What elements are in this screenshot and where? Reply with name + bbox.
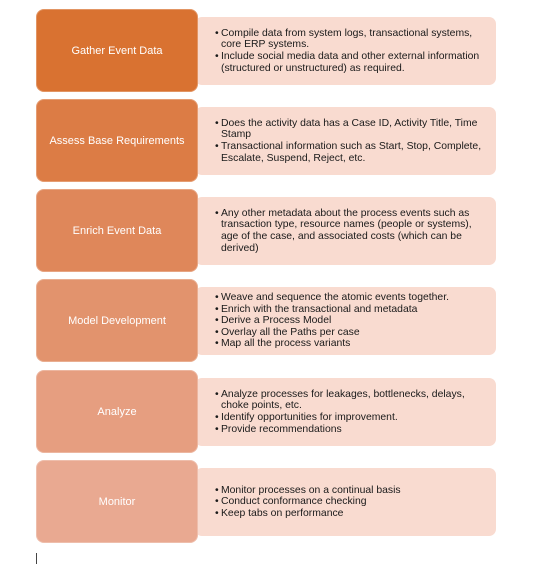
stage-bullet: • Derive a Process Model [221,315,490,327]
stage-description-enrich-event-data [195,197,496,265]
stage-bullet: • Any other metadata about the process events such as transaction type, resource names (people or systems), age of the case, and associated costs (which can be derived) [221,208,490,254]
stage-bullet: • Identify opportunities for improvement. [221,412,490,424]
stage-title: Model Development [68,314,166,327]
stage-title: Gather Event Data [71,44,163,57]
stage-title: Analyze [97,405,137,418]
stage-bullet: • Compile data from system logs, transactional systems, core ERP systems. [221,28,490,51]
stage-description-gather-event-data [195,17,496,85]
stage-bullet: • Does the activity data has a Case ID, Activity Title, Time Stamp [221,118,490,141]
stage-description-analyze [195,378,496,446]
stage-title: Enrich Event Data [72,224,162,237]
stage-bullet: • Transactional information such as Start, Stop, Complete, Escalate, Suspend, Reject, etc. [221,141,490,164]
stage-bullet: • Weave and sequence the atomic events together. [221,292,490,304]
stage-title: Assess Base Requirements [49,134,185,147]
stage-box-assess-base-requirements [36,99,198,182]
stage-box-monitor [36,460,198,543]
stage-bullet: • Conduct conformance checking [221,496,490,508]
stage-description-model-development [195,287,496,355]
stage-description-monitor [195,468,496,536]
stage-box-model-development [36,279,198,362]
text-cursor [36,553,37,564]
stage-bullet: • Analyze processes for leakages, bottlenecks, delays, choke points, etc. [221,389,490,412]
stage-description-assess-base-requirements [195,107,496,175]
stage-title: Monitor [98,495,136,508]
stage-bullet: • Map all the process variants [221,338,490,350]
stage-bullet: • Include social media data and other external information (structured or unstructured) as required. [221,51,490,74]
stage-bullet: • Provide recommendations [221,424,490,436]
stage-box-analyze [36,370,198,453]
stage-bullet: • Keep tabs on performance [221,508,490,520]
stage-bullet: • Monitor processes on a continual basis [221,485,490,497]
stage-bullet: • Enrich with the transactional and metadata [221,304,490,316]
stage-bullet: • Overlay all the Paths per case [221,327,490,339]
stage-box-enrich-event-data [36,189,198,272]
stage-box-gather-event-data [36,9,198,92]
